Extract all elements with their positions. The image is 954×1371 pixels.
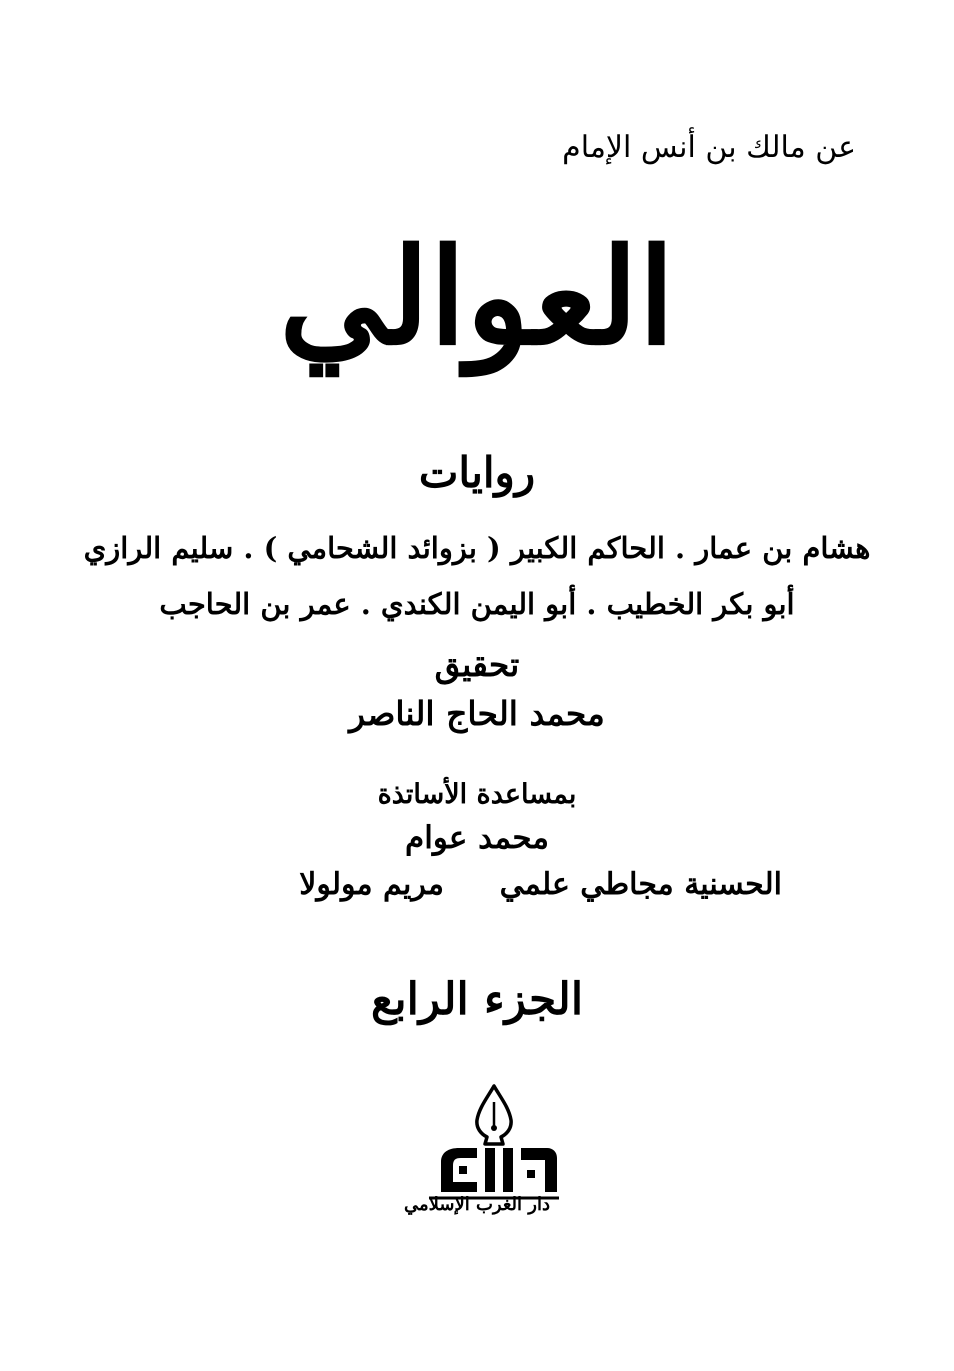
attribution-line: عن مالك بن أنس الإمام bbox=[562, 130, 856, 165]
assistant-name-1: محمد عوام bbox=[405, 820, 549, 856]
edition-label: تحقيق bbox=[434, 645, 520, 684]
editor-name: محمد الحاج الناصر bbox=[349, 694, 605, 733]
narrators-line-2: أبو بكر الخطيب . أبو اليمن الكندي . عمر بن الحاجب bbox=[159, 587, 795, 621]
assistant-name-2: الحسنية مجاطي علمي bbox=[499, 867, 782, 902]
assistance-label: بمساعدة الأساتذة bbox=[377, 779, 577, 810]
volume-label: الجزء الرابع bbox=[370, 974, 584, 1025]
publisher-logo-icon bbox=[419, 1082, 569, 1202]
publisher-name: دار الغرب الإسلامي bbox=[403, 1194, 551, 1215]
assistant-name-3: مريم مولولا bbox=[299, 867, 444, 902]
narrations-label: روايات bbox=[418, 448, 536, 497]
narrators-line-1: هشام بن عمار . الحاكم الكبير ( بزوائد الشحامي ) . سليم الرازي bbox=[83, 531, 871, 565]
book-title: العوالي bbox=[279, 220, 675, 375]
